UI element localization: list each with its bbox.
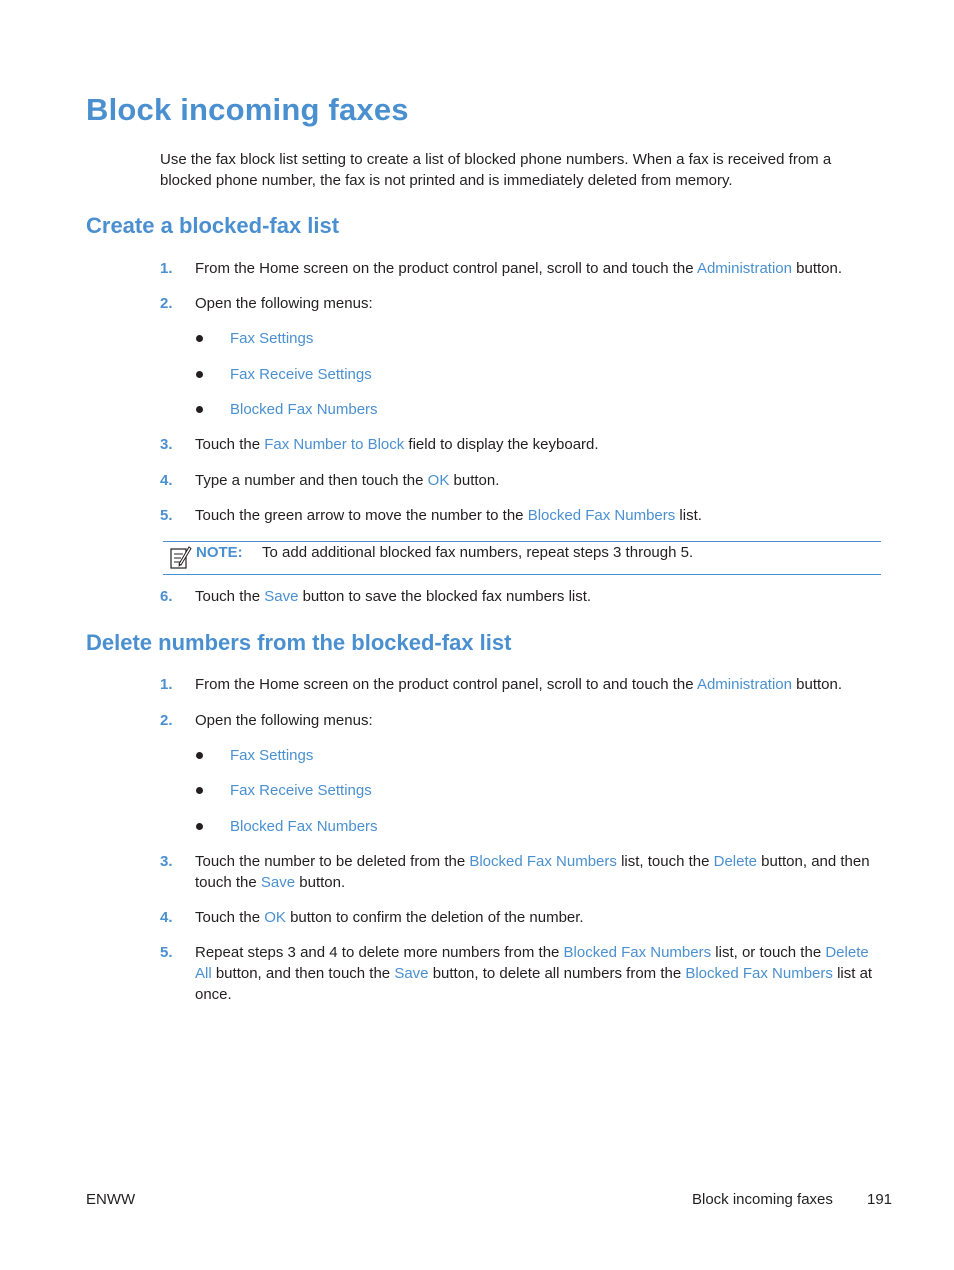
step-number: 3. <box>160 436 173 453</box>
step-number: 2. <box>160 712 173 729</box>
step-number: 3. <box>160 853 173 870</box>
step-number: 1. <box>160 260 173 277</box>
step-text: Touch the OK button to confirm the deletion of the number. <box>195 909 584 926</box>
note-box <box>163 541 881 575</box>
note-pencil-icon <box>170 544 192 570</box>
bullet-icon <box>196 406 203 413</box>
ui-term: Blocked Fax Numbers <box>527 507 676 524</box>
ui-term: OK <box>427 472 450 489</box>
ui-term: Save <box>264 588 299 605</box>
menu-name: Fax Receive Settings <box>230 782 372 799</box>
ui-term: Delete All <box>195 944 869 982</box>
step-text: Touch the number to be deleted from the Blocked Fax Numbers list, touch the Delete button, and then touch the Save button. <box>195 853 870 891</box>
ui-term: Administration <box>696 260 792 277</box>
step-text: From the Home screen on the product control panel, scroll to and touch the Administration button. <box>195 676 843 693</box>
step-number: 1. <box>160 676 173 693</box>
menu-name: Blocked Fax Numbers <box>230 818 378 835</box>
step-number: 4. <box>160 472 173 489</box>
step-number: 5. <box>160 944 173 961</box>
bullet-icon <box>196 335 203 342</box>
note-text: To add additional blocked fax numbers, repeat steps 3 through 5. <box>262 544 694 561</box>
section-heading-create: Create a blocked-fax list <box>86 213 340 238</box>
step-text: Type a number and then touch the OK button. <box>195 472 500 489</box>
step-number: 2. <box>160 295 173 312</box>
ui-term: Save <box>260 874 296 891</box>
ui-term: Administration <box>696 676 792 693</box>
ui-term: Blocked Fax Numbers <box>469 853 617 870</box>
footer-section: Block incoming faxes <box>692 1191 833 1208</box>
step-number: 4. <box>160 909 173 926</box>
step-text: Open the following menus: <box>195 295 373 312</box>
step-text: Repeat steps 3 and 4 to delete more numbers from the Blocked Fax Numbers list, or touch the Delete All button, and then touch the Save button, to delete all numbers from the Blocked Fax Numbers list at once. <box>195 944 873 1003</box>
step-text: Touch the green arrow to move the number to the Blocked Fax Numbers list. <box>195 507 702 524</box>
page-number: 191 <box>867 1191 893 1208</box>
ui-term: OK <box>264 909 286 926</box>
step-text: Touch the Fax Number to Block field to display the keyboard. <box>195 436 599 453</box>
step-number: 5. <box>160 507 173 524</box>
step-text: Open the following menus: <box>195 712 373 729</box>
menu-name: Fax Settings <box>230 330 314 347</box>
intro-paragraph: Use the fax block list setting to create a list of blocked phone numbers. When a fax is received from a blocked phone number, the fax is not printed and is immediately deleted from memory. <box>160 151 832 189</box>
step-text: Touch the Save button to save the blocked fax numbers list. <box>195 588 592 605</box>
bullet-icon <box>196 371 203 378</box>
bullet-icon <box>196 752 203 759</box>
ui-term: Fax Number to Block <box>264 436 405 453</box>
note-label: NOTE: <box>196 544 243 561</box>
bullet-icon <box>196 787 203 794</box>
section-heading-delete: Delete numbers from the blocked-fax list <box>86 630 512 655</box>
menu-name: Fax Settings <box>230 747 314 764</box>
ui-term: Blocked Fax Numbers <box>563 944 712 961</box>
page-title: Block incoming faxes <box>86 92 409 127</box>
ui-term: Blocked Fax Numbers <box>685 965 833 982</box>
step-number: 6. <box>160 588 173 605</box>
menu-name: Fax Receive Settings <box>230 366 372 383</box>
menu-name: Blocked Fax Numbers <box>230 401 378 418</box>
bullet-icon <box>196 823 203 830</box>
step-text: From the Home screen on the product control panel, scroll to and touch the Administration button. <box>195 260 843 277</box>
ui-term: Save <box>394 965 429 982</box>
ui-term: Delete <box>713 853 757 870</box>
footer-left: ENWW <box>86 1191 136 1208</box>
